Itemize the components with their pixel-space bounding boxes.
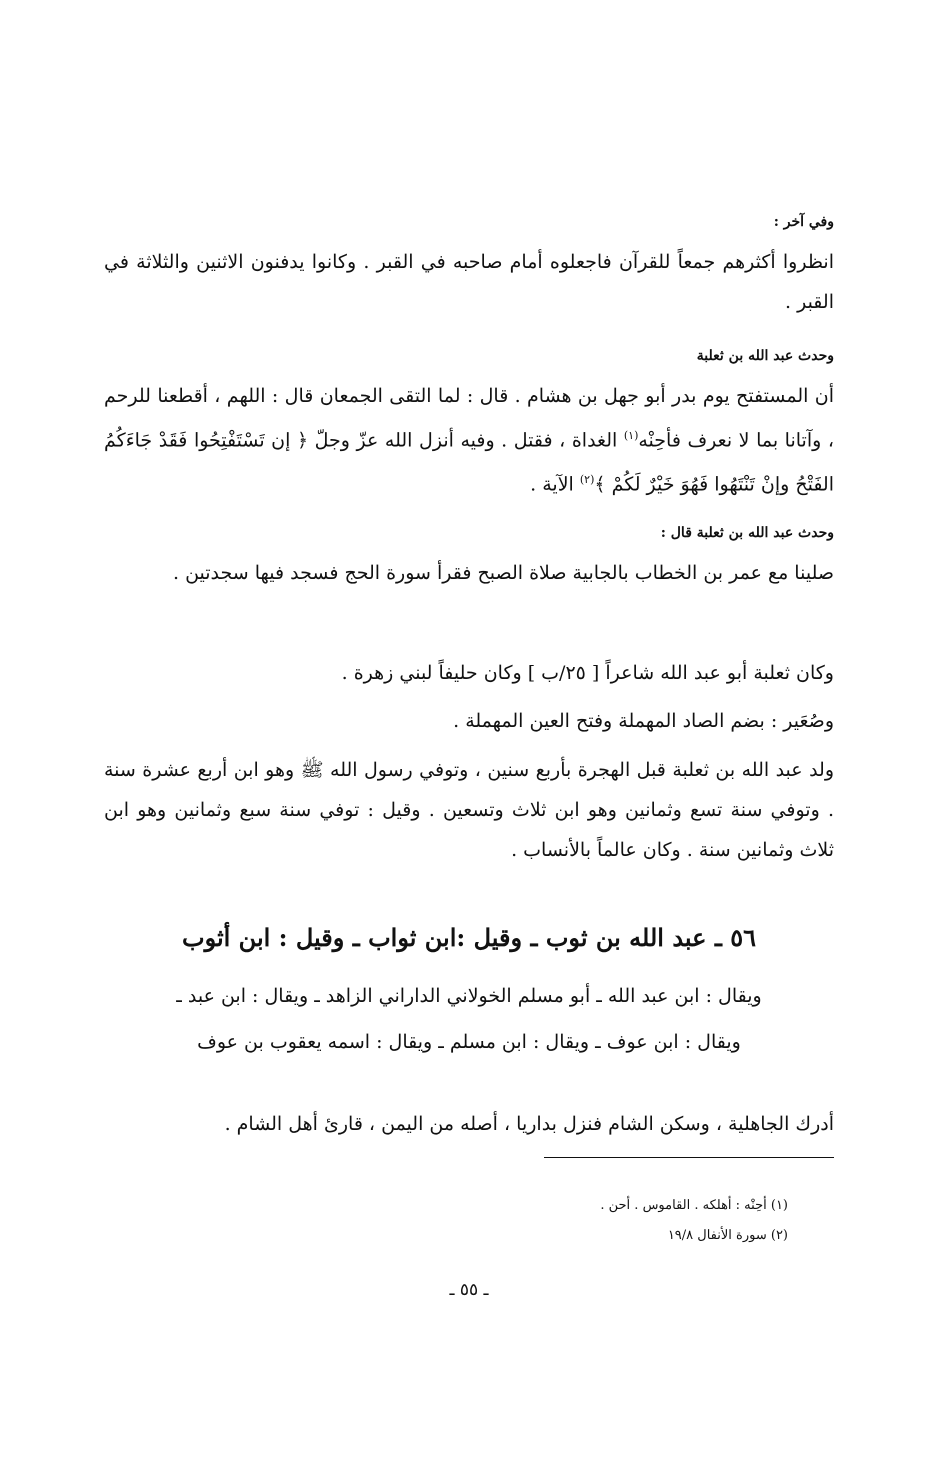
section-heading-1: وفي آخر : [773, 214, 834, 230]
paragraph-3: صلينا مع عمر بن الخطاب بالجابية صلاة الصبح فقرأ سورة الحج فسجد فيها سجدتين . [172, 562, 834, 584]
paragraph-5: وصُعَير : بضم الصاد المهملة وفتح العين المهملة . [453, 710, 834, 732]
paragraph-4: وكان ثعلبة أبو عبد الله شاعراً [ ٢٥/ب ] وكان حليفاً لبني زهرة . [341, 662, 834, 684]
section-heading-3: وحدث عبد الله بن ثعلبة قال : [660, 525, 834, 541]
footnote-2: (٢) سورة الأنفال ١٩/٨ [667, 1228, 788, 1243]
entry-alt-names-line-1: ويقال : ابن عبد الله ـ أبو مسلم الخولاني الداراني الزاهد ـ ويقال : ابن عبد ـ [176, 985, 762, 1007]
paragraph-6: ولد عبد الله بن ثعلبة قبل الهجرة بأربع سنين ، وتوفي رسول الله ﷺ وهو ابن أربع عشرة سنة . وتوفي سنة تسع وثمانين وهو ابن ثلاث وتسعين . وقيل : توفي سنة سبع وثمانين وهو ابن ثلاث وثمانين سنة . وكان عالماً بالأنساب . [104, 759, 834, 861]
paragraph-2-part-a: أن المستفتح يوم بدر أبو جهل بن هشام . قال : لما التقى الجمعان قال : اللهم ، أقطعنا للرحم ، وآتانا بما لا نعرف فأحِنْه [104, 385, 834, 452]
footnote-ref-1: (١) [623, 429, 639, 442]
section-heading-2: وحدث عبد الله بن ثعلبة [696, 348, 834, 364]
paragraph-1: انظروا أكثرهم جمعاً للقرآن فاجعلوه أمام صاحبه في القبر . وكانوا يدفنون الاثنين والثلاثة في القبر . [104, 251, 834, 313]
paragraph-2-part-c: الآية . [530, 473, 580, 496]
paragraph-2 [104, 376, 834, 505]
entry-body: أدرك الجاهلية ، وسكن الشام فنزل بداريا ، أصله من اليمن ، قارئ أهل الشام . [224, 1113, 834, 1135]
footnote-separator [544, 1157, 834, 1158]
footnote-1: (١) أحِنْه : أهلكه . القاموس . أحن . [600, 1198, 788, 1213]
page-number: ـ ٥٥ ـ [449, 1280, 489, 1300]
entry-title: ٥٦ ـ عبد الله بن ثوب ـ وقيل :ابن ثواب ـ وقيل : ابن أثوب [181, 923, 757, 952]
footnote-ref-2: (٢) [579, 473, 595, 487]
paragraph-2-part-b: الغداة ، فقتل . وفيه أنزل الله عزّ وجلّ ﴿ إن تَسْتَفْتِحُوا فَقَدْ جَاءَكُمُ الفَتْحُ وإنْ تَنْتَهُوا فَهُوَ خَيْرٌ لَكُمْ ﴾ [104, 429, 834, 496]
entry-alt-names-line-2: ويقال : ابن عوف ـ ويقال : ابن مسلم ـ ويقال : اسمه يعقوب بن عوف [197, 1031, 741, 1053]
